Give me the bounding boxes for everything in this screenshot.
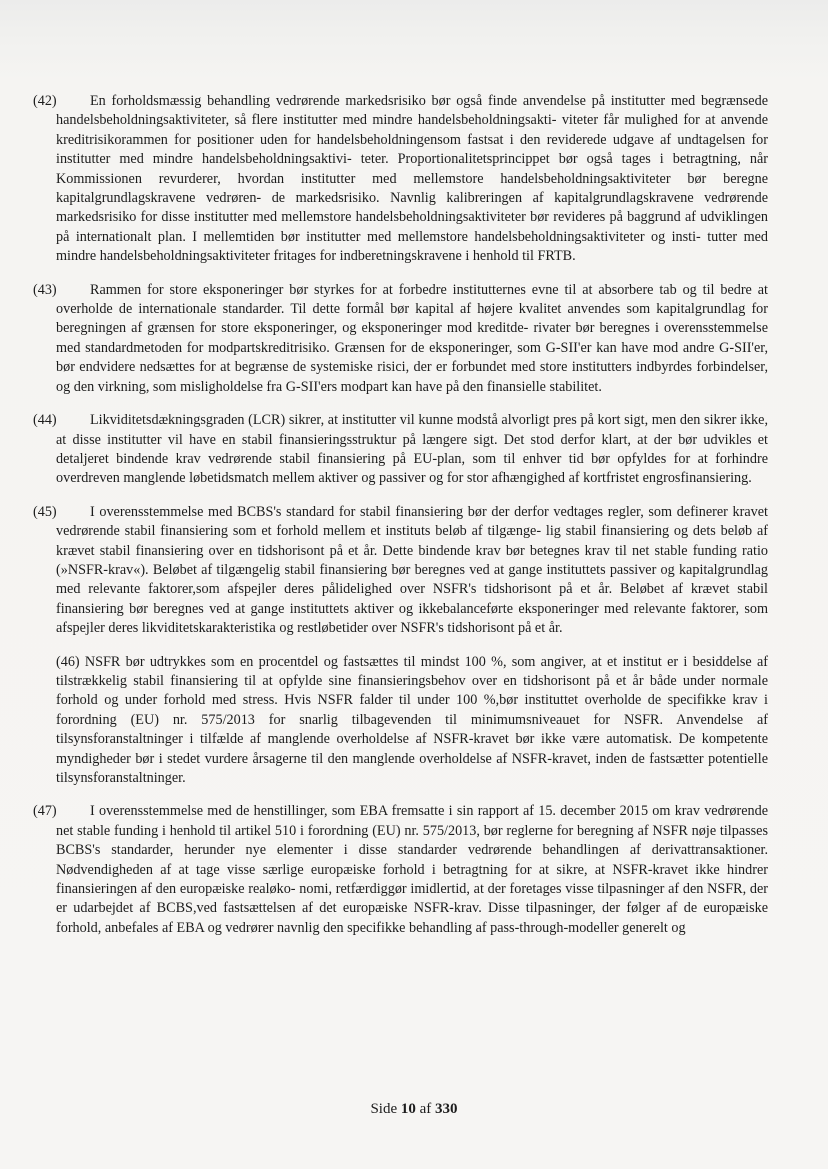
recital-text: (46) NSFR bør udtrykkes som en procentdel og fastsættes til mindst 100 %, som angiver, at et institut er i besiddelse af tilstrækkelig stabil finansiering til at opfylde sine finansieringsbehov over en tidshorisont på et år både under normale forhold og under forhold med stress. Hvis NSFR falder til under 100 %,bør instituttet overholde de specifikke krav i forordning (EU) nr. 575/2013 for snarlig tilbagevenden til minimumsniveauet for NSFR. Anvendelse af tilsynsforanstaltninger i tilfælde af manglende overholdelse af NSFR-kravet bør ikke være automatisk. De kompetente myndigheder bør i stedet vurdere årsagerne til den manglende overholdelse af NSFR-kravet, inden de fastsætter potentielle tilsynsforanstaltninger. bbox=[56, 653, 768, 786]
page-footer bbox=[0, 1101, 828, 1118]
recital-45 bbox=[33, 503, 768, 639]
recital-43 bbox=[33, 281, 768, 397]
recital-text: Likviditetsdækningsgraden (LCR) sikrer, at institutter vil kunne modstå alvorligt pres på kort sigt, men den sikrer ikke, at disse institutter vil have en stabil finansieringsstruktur på længere sigt. Det stod derfor klart, at der bør udvikles et detaljeret bindende krav vedrørende stabil finansiering på EU-plan, som til enhver tid bør opfyldes for at forhindre overdreven manglende løbetidsmatch mellem aktiver og passiver og for stor afhængighed af kortfristet engrosfinansiering. bbox=[56, 412, 768, 487]
recital-text: En forholdsmæssig behandling vedrørende markedsrisiko bør også finde anvendelse på institutter med begrænsede handelsbeholdningsaktiviteter, så flere institutter med mindre handelsbeholdningsakti- viteter får mulighed for at anvende kreditrisikorammen for positioner uden for handelsbeholdningensom fastsat i den reviderede udgave af undtagelsen for institutter med mindre handelsbeholdningsaktivi- teter. Proportionalitetsprincippet bør også tages i betragtning, når Kommissionen revurderer, hvordan institutter med mellemstore handelsbeholdningsaktiviteter bør beregne kapitalgrundlagskravene vedrøren- de markedsrisiko. Navnlig kalibreringen af kapitalgrundlagskravene vedrørende markedsrisiko for disse institutter med mellemstore handelsbeholdningsaktiviteter bør revideres på baggrund af udviklingen på internationalt plan. I mellemtiden bør institutter med mellemstore handelsbeholdningsaktiviteter og insti- tutter med mindre handelsbeholdningsaktiviteter fritages for indberetningskravene i henhold til FRTB. bbox=[56, 93, 768, 265]
recital-number: (44) bbox=[33, 412, 57, 429]
recital-47 bbox=[33, 802, 768, 938]
recital-text: Rammen for store eksponeringer bør styrkes for at forbedre institutternes evne til at absorbere tab og til bedre at overholde de internationale standarder. Til dette formål bør kapital af højere kvalitet anvendes som kapitalgrundlag for beregningen af grænsen for store eksponeringer, og eksponeringer mod kreditde- rivater bør beregnes i overensstemmelse med standardmetoden for modpartskreditrisiko. Grænsen for de eksponeringer, som G-SII'er kan have mod andre G-SII'er, bør endvidere nedsættes for at begrænse de systemiske risici, der er forbundet med store institutters indbyrdes forbindelser, og den virkning, som misligholdelse fra G-SII'ers modpart kan have på den finansielle stabilitet. bbox=[56, 281, 768, 395]
document-body bbox=[33, 92, 768, 952]
recital-42 bbox=[33, 92, 768, 267]
recital-number: (47) bbox=[33, 803, 57, 820]
recital-text: I overensstemmelse med BCBS's standard for stabil finansiering bør der derfor vedtages regler, som definerer kravet vedrørende stabil finansiering som et forhold mellem et instituts beløb af tilgænge- lig stabil finansiering og dets beløb af krævet stabil finansiering over en tidshorisont på et år. Dette bindende krav bør betegnes krav til net stable funding ratio (»NSFR-krav«). Beløbet af tilgængelig stabil finansiering bør beregnes ved at gange instituttets passiver og kapitalgrundlag med relevante faktorer,som afspejler deres pålidelighed over NSFR's tidshorisont på et år. Beløbet af krævet stabil finansiering bør beregnes ved at gange instituttets aktiver og ikkebalanceførte eksponeringer med relevante faktorer, som afspejler deres likviditetskarakteristika og restløbetider over NSFR's tidshorisont på et år. bbox=[56, 503, 768, 637]
recital-number: (45) bbox=[33, 503, 57, 520]
footer-prefix: Side bbox=[370, 1101, 398, 1117]
recital-46 bbox=[33, 653, 768, 789]
page-total: 330 bbox=[435, 1101, 458, 1117]
recital-44 bbox=[33, 411, 768, 489]
recital-text: I overensstemmelse med de henstillinger, som EBA fremsatte i sin rapport af 15. december 2015 om krav vedrørende net stable funding i henhold til artikel 510 i forordning (EU) nr. 575/2013, bør reglerne for beregning af NSFR nøje tilpasses BCBS's standarder, herunder nye elementer i disse standarder vedrørende behandlingen af derivattransaktioner. Nødvendigheden af at tage visse særlige europæiske forhold i betragtning for at sikre, at NSFR-kravet ikke hindrer finansieringen af den europæiske realøko- nomi, retfærdiggør imidlertid, at der foretages visse tilpasninger af den NSFR, der er udarbejdet af BCBS,ved fastsættelsen af det europæiske NSFR-krav. Disse tilpasninger, der følger af de europæiske forhold, anbefales af EBA og vedrører navnlig den specifikke behandling af pass-through-modeller generelt og bbox=[56, 803, 768, 936]
recital-number: (43) bbox=[33, 281, 57, 298]
recital-number: (42) bbox=[33, 93, 57, 109]
page-number: 10 bbox=[400, 1101, 416, 1117]
footer-middle: af bbox=[419, 1101, 432, 1117]
